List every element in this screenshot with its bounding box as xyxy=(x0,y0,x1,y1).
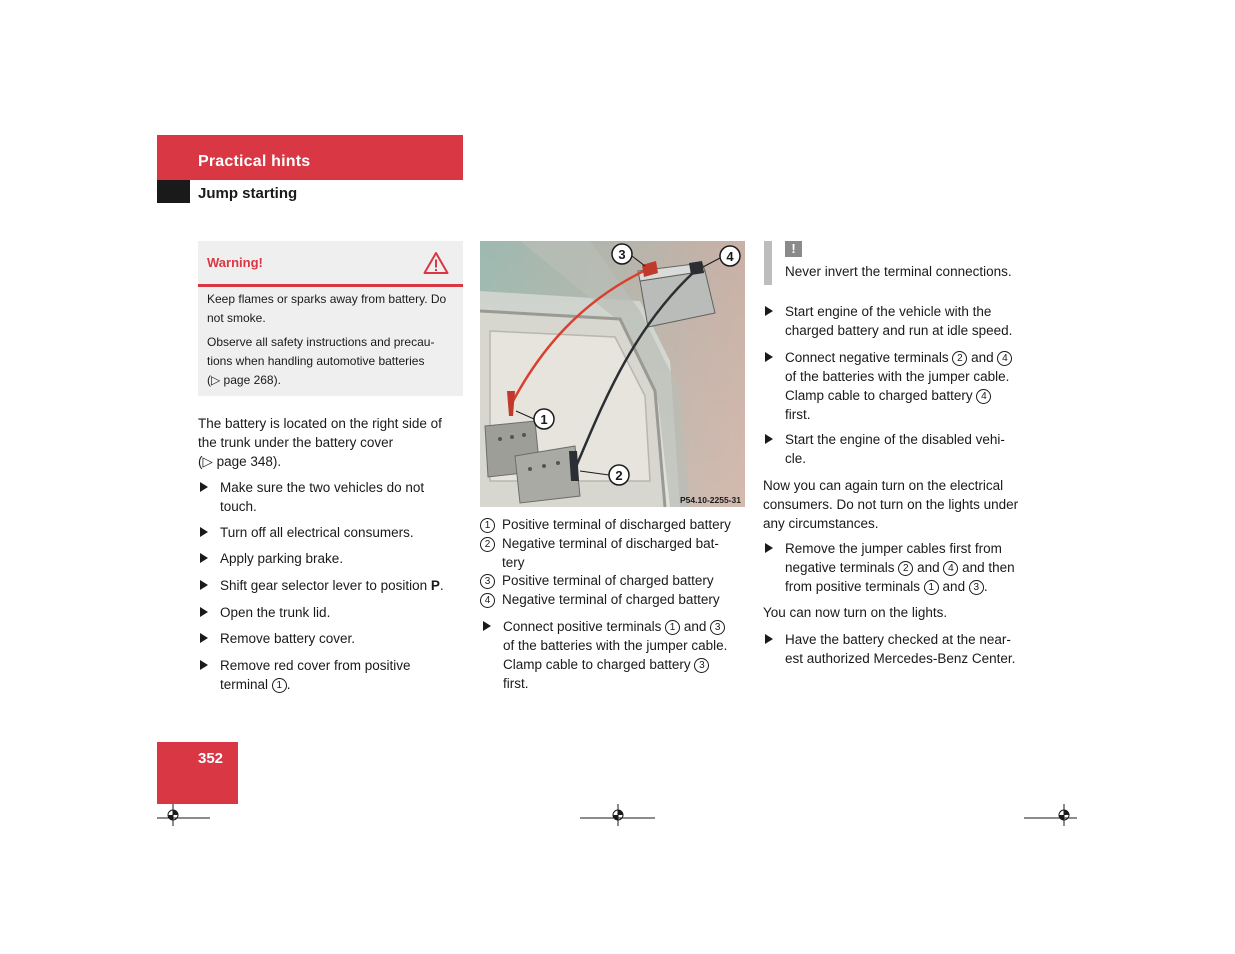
bullet-arrow-icon xyxy=(765,634,773,644)
legend-item xyxy=(480,534,748,572)
text-line xyxy=(220,576,463,595)
text-run: and xyxy=(913,560,944,575)
step-item xyxy=(198,478,448,516)
step-item xyxy=(198,576,463,595)
section-title: Practical hints xyxy=(198,153,311,170)
callout-ref: 3 xyxy=(969,580,984,595)
warning-title: Warning! xyxy=(207,255,263,270)
legend-text: Positive terminal of discharged battery xyxy=(502,517,731,532)
text-line: tery xyxy=(502,555,525,570)
text-run: and xyxy=(938,579,969,594)
note-bar xyxy=(764,241,772,285)
legend-item xyxy=(480,515,748,534)
text-run: from positive terminals xyxy=(785,579,924,594)
step-item xyxy=(198,629,448,648)
subsection-title: Jump starting xyxy=(198,185,298,202)
legend-number: 2 xyxy=(480,537,495,552)
bullet-arrow-icon xyxy=(200,633,208,643)
warning-line: Observe all safety instructions and precau- xyxy=(207,335,435,349)
text-line xyxy=(503,655,749,674)
step-item xyxy=(763,630,1035,668)
step-item xyxy=(763,430,1033,468)
text-line: Apply parking brake. xyxy=(220,551,344,566)
info-paragraph: You can now turn on the lights. xyxy=(763,605,948,620)
legend-text: Positive terminal of charged battery xyxy=(502,573,714,588)
bullet-arrow-icon xyxy=(200,553,208,563)
callout-ref: 1 xyxy=(924,580,939,595)
callout-4: 4 xyxy=(726,249,734,264)
text-line: Open the trunk lid. xyxy=(220,605,331,620)
step-item xyxy=(481,617,749,693)
text-line: Have the battery checked at the near- xyxy=(785,632,1011,647)
callout-ref: 2 xyxy=(952,351,967,366)
text-line: first. xyxy=(785,407,811,422)
text-line: cle. xyxy=(785,451,807,466)
step-item xyxy=(198,656,448,694)
legend-number: 1 xyxy=(480,518,495,533)
gear-position: P xyxy=(430,578,440,593)
legend-item xyxy=(480,571,748,590)
text-line: The battery is located on the right side of xyxy=(198,416,442,431)
figure-code: P54.10-2255-31 xyxy=(680,495,741,505)
bullet-arrow-icon xyxy=(483,621,491,631)
note-text: Never invert the terminal connections. xyxy=(785,264,1012,279)
legend-number: 4 xyxy=(480,593,495,608)
warning-box xyxy=(198,241,463,396)
text-line xyxy=(220,675,448,694)
text-run: . xyxy=(439,578,444,593)
text-line: touch. xyxy=(220,499,257,514)
text-line: Start engine of the vehicle with the xyxy=(785,304,992,319)
bullet-arrow-icon xyxy=(765,306,773,316)
text-line: Make sure the two vehicles do not xyxy=(220,480,425,495)
registration-mark-icon xyxy=(157,802,212,826)
callout-ref: 4 xyxy=(943,561,958,576)
text-line: Now you can again turn on the electrical xyxy=(763,478,1004,493)
text-line: first. xyxy=(503,676,529,691)
bullet-arrow-icon xyxy=(765,352,773,362)
intro-paragraph xyxy=(198,414,463,471)
step-item xyxy=(763,302,1033,340)
bullet-arrow-icon xyxy=(200,580,208,590)
text-run: Shift gear selector lever to position xyxy=(220,578,431,593)
text-line xyxy=(785,386,1033,405)
registration-mark-icon xyxy=(580,802,656,826)
text-line xyxy=(785,558,1035,577)
callout-1: 1 xyxy=(540,412,548,427)
text-run: Connect positive terminals xyxy=(503,619,666,634)
text-line: Start the engine of the disabled vehi- xyxy=(785,432,1005,447)
callout-ref: 2 xyxy=(898,561,913,576)
text-run: terminal xyxy=(220,677,272,692)
text-line: any circumstances. xyxy=(763,516,879,531)
text-run: and then xyxy=(958,560,1015,575)
callout-ref: 3 xyxy=(694,658,709,673)
text-line: Negative terminal of discharged bat- xyxy=(502,536,719,551)
note-exclamation-icon: ! xyxy=(785,241,802,257)
bullet-arrow-icon xyxy=(200,607,208,617)
bullet-arrow-icon xyxy=(765,434,773,444)
text-line: consumers. Do not turn on the lights under xyxy=(763,497,1019,512)
text-line xyxy=(785,348,1033,367)
bullet-arrow-icon xyxy=(200,660,208,670)
step-item xyxy=(198,603,448,622)
warning-text-1: Keep flames or sparks away from battery. Do not smoke. xyxy=(207,292,447,325)
warning-header xyxy=(198,241,463,287)
subsection-marker xyxy=(157,180,190,203)
warning-line: (▷ page 268). xyxy=(207,373,281,387)
text-run: . xyxy=(286,677,291,692)
warning-line: tions when handling automotive batteries xyxy=(207,354,425,368)
text-run: . xyxy=(983,579,988,594)
bullet-arrow-icon xyxy=(765,543,773,553)
callout-3: 3 xyxy=(618,247,626,262)
text-run: Connect negative terminals xyxy=(785,350,953,365)
legend-number: 3 xyxy=(480,574,495,589)
text-line: (▷ page 348). xyxy=(198,454,282,469)
callout-ref: 4 xyxy=(976,389,991,404)
step-item xyxy=(763,348,1033,424)
text-run: Clamp cable to charged battery xyxy=(785,388,977,403)
callout-ref: 1 xyxy=(665,620,680,635)
jump-start-photo xyxy=(480,241,745,507)
info-paragraph xyxy=(763,476,1035,533)
text-line: Remove battery cover. xyxy=(220,631,356,646)
step-item xyxy=(198,549,448,568)
text-run: and xyxy=(967,350,998,365)
bullet-arrow-icon xyxy=(200,482,208,492)
registration-mark-icon xyxy=(1024,802,1079,826)
text-line: of the batteries with the jumper cable. xyxy=(503,638,728,653)
callout-2: 2 xyxy=(615,468,623,483)
text-line: Remove red cover from positive xyxy=(220,658,411,673)
trunk-battery-illustration xyxy=(480,241,745,507)
text-line: est authorized Mercedes-Benz Center. xyxy=(785,651,1016,666)
text-run: and xyxy=(680,619,711,634)
text-line xyxy=(503,617,749,636)
text-line xyxy=(785,577,1035,596)
legend-text xyxy=(502,534,747,572)
callout-ref: 1 xyxy=(272,678,287,693)
legend-text: Negative terminal of charged battery xyxy=(502,592,720,607)
bullet-arrow-icon xyxy=(200,527,208,537)
text-run: negative terminals xyxy=(785,560,899,575)
text-line: the trunk under the battery cover xyxy=(198,435,394,450)
callout-ref: 4 xyxy=(997,351,1012,366)
text-line: Turn off all electrical consumers. xyxy=(220,525,414,540)
text-line: of the batteries with the jumper cable. xyxy=(785,369,1010,384)
warning-text-2 xyxy=(207,333,457,390)
warning-triangle-icon xyxy=(423,251,449,275)
text-line: Remove the jumper cables first from xyxy=(785,541,1002,556)
text-line: charged battery and run at idle speed. xyxy=(785,323,1013,338)
text-run: Clamp cable to charged battery xyxy=(503,657,695,672)
legend-item xyxy=(480,590,748,609)
step-item xyxy=(198,523,448,542)
callout-ref: 3 xyxy=(710,620,725,635)
step-item xyxy=(763,539,1035,596)
page-number: 352 xyxy=(198,750,224,767)
